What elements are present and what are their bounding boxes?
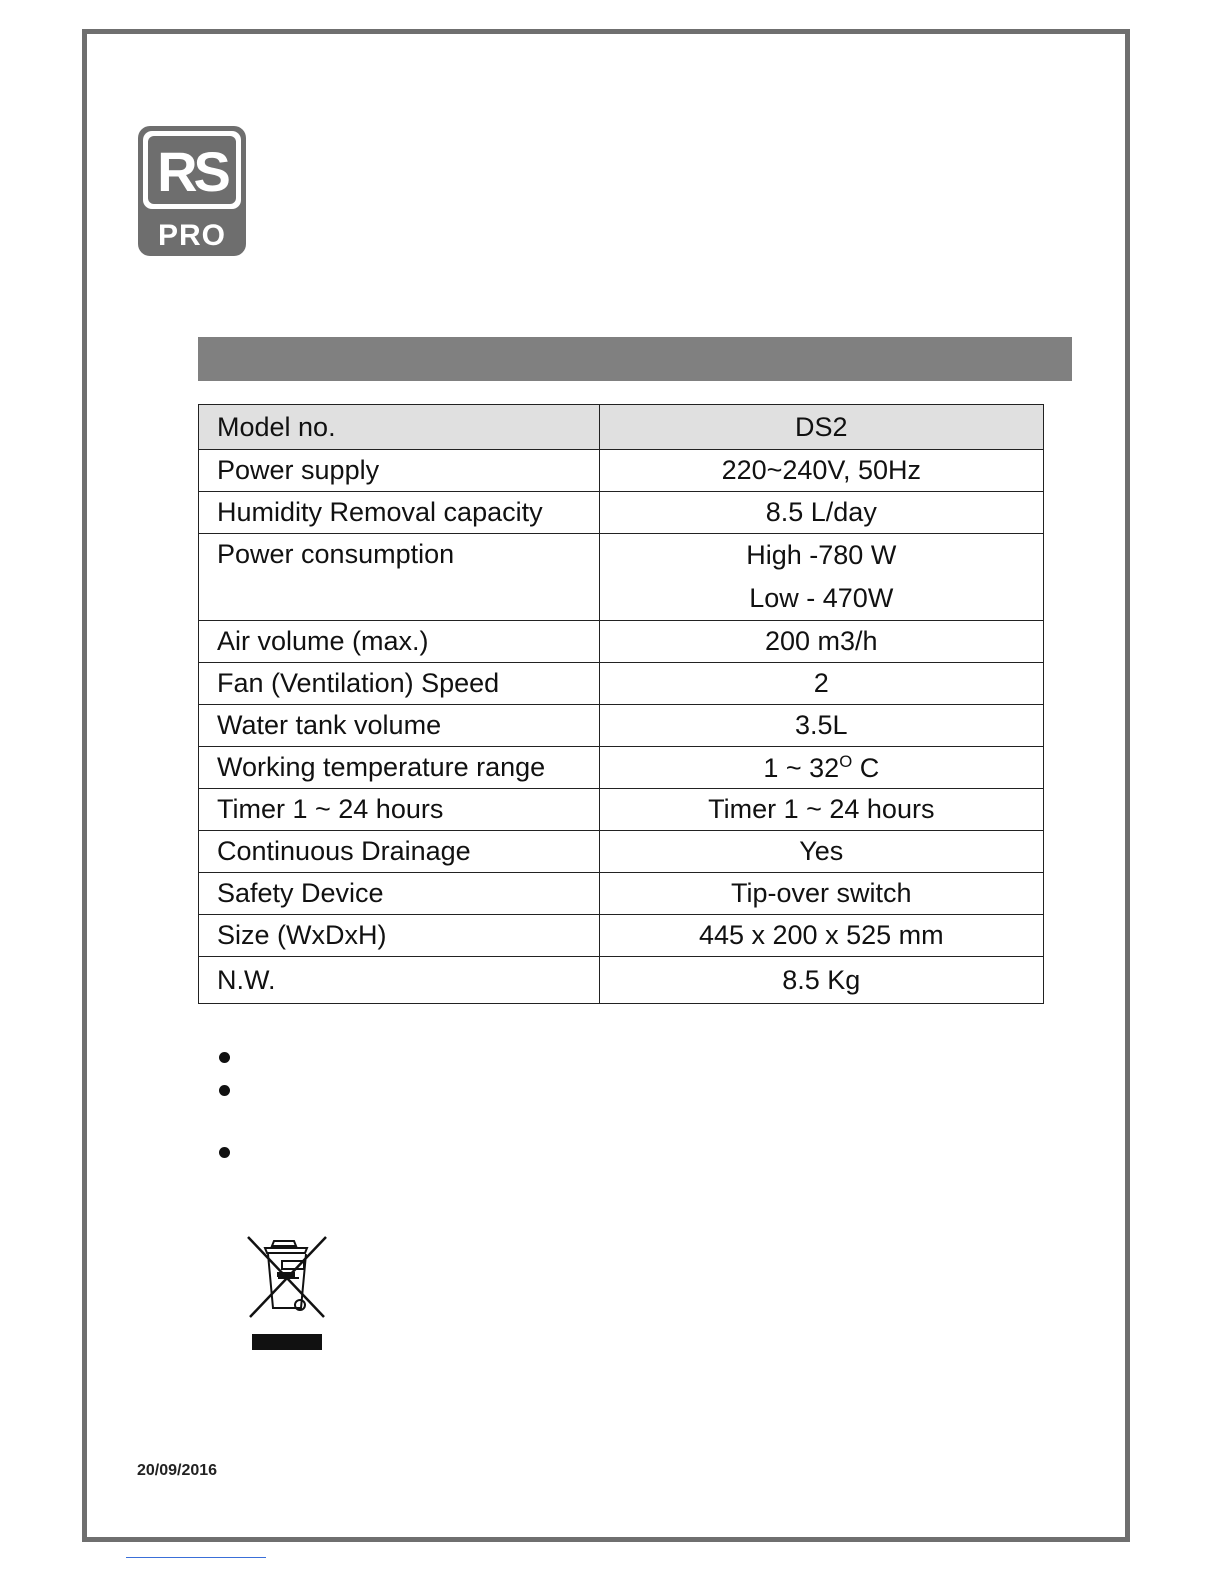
table-cell-value: Yes [599, 831, 1043, 873]
table-row [199, 873, 1044, 915]
table-cell-value: 2 [599, 663, 1043, 705]
table-cell-label: Humidity Removal capacity [199, 492, 600, 534]
bottom-link-underline [126, 1557, 266, 1558]
table-cell-value [599, 747, 1043, 789]
table-cell-label: Continuous Drainage [199, 831, 600, 873]
rs-pro-logo [137, 125, 247, 257]
table-cell-value [599, 534, 1043, 621]
table-cell-label: Model no. [199, 405, 600, 450]
degree-symbol: O [839, 751, 853, 771]
table-cell-label: Working temperature range [199, 747, 600, 789]
table-cell-label: Water tank volume [199, 705, 600, 747]
table-cell-value: DS2 [599, 405, 1043, 450]
bullet-point [219, 1052, 230, 1063]
bullet-point [219, 1147, 230, 1158]
table-row [199, 663, 1044, 705]
table-cell-value: 3.5L [599, 705, 1043, 747]
table-cell-label: Power consumption [199, 534, 600, 621]
spec-table [198, 404, 1044, 1004]
table-cell-value: 445 x 200 x 525 mm [599, 915, 1043, 957]
temp-range-suffix: C [852, 752, 880, 783]
table-row [199, 450, 1044, 492]
table-row [199, 747, 1044, 789]
document-date: 20/09/2016 [137, 1462, 218, 1479]
table-cell-label: N.W. [199, 957, 600, 1004]
section-header-band [198, 337, 1072, 381]
table-cell-label: Size (WxDxH) [199, 915, 600, 957]
table-row [199, 915, 1044, 957]
table-row [199, 831, 1044, 873]
table-cell-value: 200 m3/h [599, 621, 1043, 663]
table-cell-label: Fan (Ventilation) Speed [199, 663, 600, 705]
table-cell-value: 8.5 L/day [599, 492, 1043, 534]
table-cell-value: 8.5 Kg [599, 957, 1043, 1004]
table-cell-value: 220~240V, 50Hz [599, 450, 1043, 492]
table-row [199, 492, 1044, 534]
table-row [199, 789, 1044, 831]
table-cell-value: Timer 1 ~ 24 hours [599, 789, 1043, 831]
table-cell-label: Timer 1 ~ 24 hours [199, 789, 600, 831]
temp-range-prefix: 1 ~ 32 [763, 752, 840, 783]
power-high-value: High -780 W [746, 540, 897, 570]
crossed-out-wheelie-bin-icon [244, 1233, 330, 1351]
table-row [199, 534, 1044, 621]
bullet-point [219, 1085, 230, 1096]
table-cell-value: Tip-over switch [599, 873, 1043, 915]
svg-text:PRO: PRO [157, 219, 227, 252]
table-row [199, 957, 1044, 1004]
table-cell-label: Safety Device [199, 873, 600, 915]
table-cell-label: Air volume (max.) [199, 621, 600, 663]
table-row [199, 621, 1044, 663]
power-low-value: Low - 470W [749, 583, 894, 613]
table-header-row [199, 405, 1044, 450]
table-row [199, 705, 1044, 747]
table-cell-label: Power supply [199, 450, 600, 492]
svg-text:RS: RS [157, 140, 227, 203]
